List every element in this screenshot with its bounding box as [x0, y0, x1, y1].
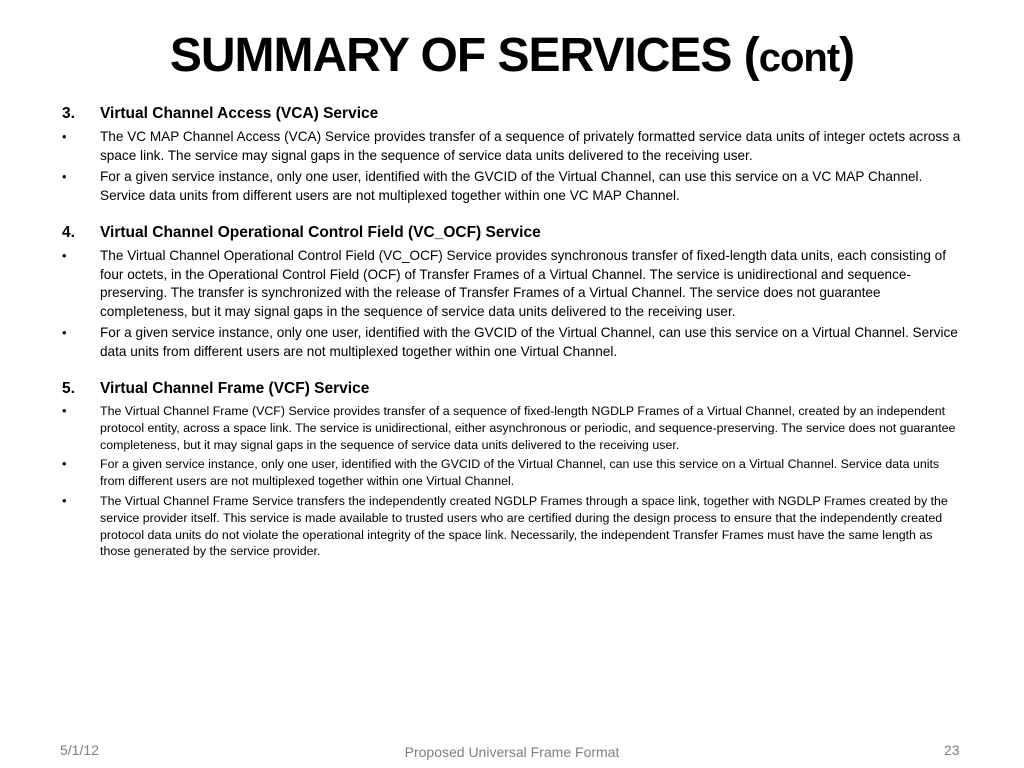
section-title: Virtual Channel Access (VCA) Service [100, 105, 379, 122]
bullet-item [62, 456, 962, 490]
bullet-text: For a given service instance, only one user, identified with the GVCID of the Virtual Channel, can use this service on a Virtual Channel. Service data units from different users are not multiplexed together within one Virtual Channel. [100, 325, 958, 359]
bullet-text: For a given service instance, only one user, identified with the GVCID of the Virtual Channel, can use this service on a Virtual Channel. Service data units from different users are not multiplexed together within one Virtual Channel. [100, 457, 940, 489]
bullet-icon: • [62, 169, 67, 184]
section-number: 5. [62, 380, 75, 397]
bullet-text: For a given service instance, only one user, identified with the GVCID of the Virtual Channel, can use this service on a VC MAP Channel. Service data units from different users are not multiplexed together within one VC MAP Channel. [100, 169, 923, 203]
bullet-text: The Virtual Channel Frame Service transfers the independently created NGDLP Frames through a space link, together with NGDLP Frames created by the service provider itself. This service is made available to trusted users who are certified during the design process to ensure that the independently created protocol data units do not violate the operational integrity of the space link. Necessarily, the independent Transfer Frames must have the same length as those generated by the service provider. [100, 493, 948, 559]
section-heading [62, 223, 962, 243]
title-cont: cont [758, 36, 840, 80]
bullet-item [62, 403, 962, 453]
section-title: Virtual Channel Frame (VCF) Service [100, 380, 370, 397]
bullet-icon: • [62, 248, 67, 263]
slide-content [62, 104, 962, 563]
section-heading [62, 379, 962, 399]
bullet-item [62, 324, 962, 361]
section-number: 3. [62, 105, 75, 122]
bullet-icon: • [62, 492, 67, 508]
bullet-text: The Virtual Channel Operational Control Field (VC_OCF) Service provides synchronous transfer of fixed-length data units, each consisting of four octets, in the Operational Control Field (OCF) of Transfer Frames of a Virtual Channel. The service is unidirectional and sequence-preserving. The transfer is synchronized with the release of Transfer Frames of a Virtual Channel. The service does not guarantee completeness, but it may signal gaps in the sequence of service data units delivered to the receiving user. [100, 248, 947, 319]
slide-title [0, 26, 1024, 88]
bullet-text: The VC MAP Channel Access (VCA) Service provides transfer of a sequence of privately formatted service data units of integer octets across a space link. The service may signal gaps in the sequence of service data units delivered to the receiving user. [100, 129, 961, 163]
bullet-icon: • [62, 325, 67, 340]
footer-date: 5/1/12 [60, 742, 99, 758]
bullet-text: The Virtual Channel Frame (VCF) Service provides transfer of a sequence of fixed-length NGDLP Frames of a Virtual Channel, created by an independent protocol entity, across a space link. The service is unidirectional, either asynchronous or periodic, and sequence-preserving. The service does not guarantee completeness, but it may signal gaps in the sequence of service data units delivered to the receiving user. [100, 404, 956, 452]
section-heading [62, 104, 962, 124]
section-vc-ocf [62, 223, 962, 361]
bullet-item [62, 493, 962, 560]
bullet-item [62, 168, 962, 205]
title-close-paren: ) [839, 29, 855, 82]
page-number: 23 [944, 742, 960, 758]
section-vca [62, 104, 962, 205]
section-number: 4. [62, 224, 75, 241]
bullet-icon: • [62, 129, 67, 144]
footer-title: Proposed Universal Frame Format [404, 744, 620, 760]
bullet-item [62, 247, 962, 321]
title-main: SUMMARY OF SERVICES ( [169, 29, 759, 82]
bullet-icon: • [62, 403, 67, 418]
bullet-item [62, 128, 962, 165]
bullet-icon: • [62, 456, 67, 472]
section-title: Virtual Channel Operational Control Field (VC_OCF) Service [100, 224, 541, 241]
section-vcf [62, 379, 962, 560]
